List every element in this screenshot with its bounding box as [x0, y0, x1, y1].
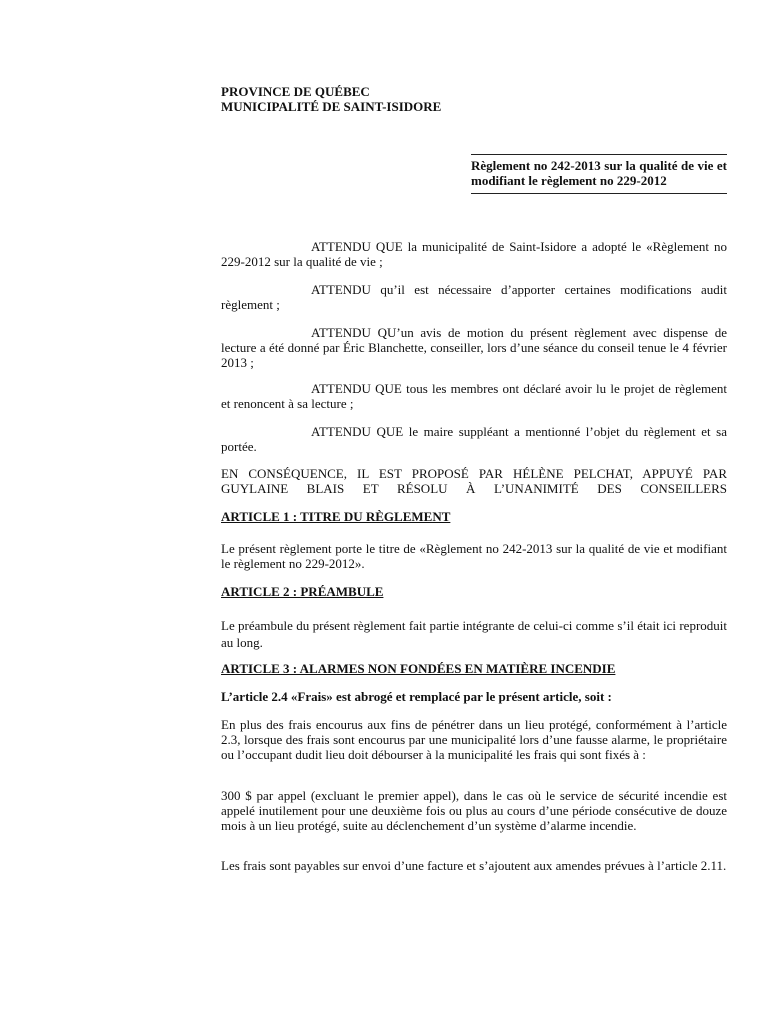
province-line: PROVINCE DE QUÉBEC [221, 84, 370, 99]
municipality-line: MUNICIPALITÉ DE SAINT-ISIDORE [221, 99, 442, 114]
article-1-heading: ARTICLE 1 : TITRE DU RÈGLEMENT [221, 509, 451, 524]
article-3-paragraph-2: 300 $ par appel (excluant le premier appel), dans le cas où le service de sécurité incendie est appelé inutilement pour une deuxième fois ou plus au cours d’une période consécutive de douze mois à un lieu protégé, suite au déclenchement d’un système d’alarme incendie. [221, 788, 727, 833]
bylaw-title-box [471, 154, 727, 194]
consideration-4: ATTENDU QUE tous les membres ont déclaré avoir lu le projet de règlement et renoncent à sa lecture ; [221, 381, 727, 411]
title-bottom-rule [471, 193, 727, 194]
consideration-3: ATTENDU QU’un avis de motion du présent règlement avec dispense de lecture a été donné par Éric Blanchette, conseiller, lors d’une séance du conseil tenue le 4 février 2013 ; [221, 325, 727, 370]
bylaw-title: Règlement no 242-2013 sur la qualité de vie et modifiant le règlement no 229-2012 [471, 158, 727, 188]
article-3-paragraph-1: En plus des frais encourus aux fins de pénétrer dans un lieu protégé, conformément à l’article 2.3, lorsque des frais sont encourus par une municipalité lors d’une fausse alarme, le propriétaire ou l’occupant dudit lieu doit débourser à la municipalité les frais qui sont fixés à : [221, 717, 727, 762]
consideration-1: ATTENDU QUE la municipalité de Saint-Isidore a adopté le «Règlement no 229-2012 sur la qualité de vie ; [221, 239, 727, 269]
article-2-heading: ARTICLE 2 : PRÉAMBULE [221, 584, 384, 599]
article-3-paragraph-3: Les frais sont payables sur envoi d’une facture et s’ajoutent aux amendes prévues à l’article 2.11. [221, 858, 727, 873]
consideration-2: ATTENDU qu’il est nécessaire d’apporter certaines modifications audit règlement ; [221, 282, 727, 312]
resolution-statement: EN CONSÉQUENCE, IL EST PROPOSÉ PAR HÉLÈNE PELCHAT, APPUYÉ PAR GUYLAINE BLAIS ET RÉSOLU À L’UNANIMITÉ DES CONSEILLERS [221, 466, 727, 496]
article-3-intro: L’article 2.4 «Frais» est abrogé et remplacé par le présent article, soit : [221, 689, 612, 704]
document-header [221, 84, 727, 114]
consideration-5: ATTENDU QUE le maire suppléant a mentionné l’objet du règlement et sa portée. [221, 424, 727, 454]
article-2-body: Le préambule du présent règlement fait partie intégrante de celui-ci comme s’il était ici reproduit au long. [221, 618, 727, 650]
article-1-body: Le présent règlement porte le titre de «Règlement no 242-2013 sur la qualité de vie et modifiant le règlement no 229-2012». [221, 541, 727, 571]
article-3-heading: ARTICLE 3 : ALARMES NON FONDÉES EN MATIÈRE INCENDIE [221, 661, 616, 676]
